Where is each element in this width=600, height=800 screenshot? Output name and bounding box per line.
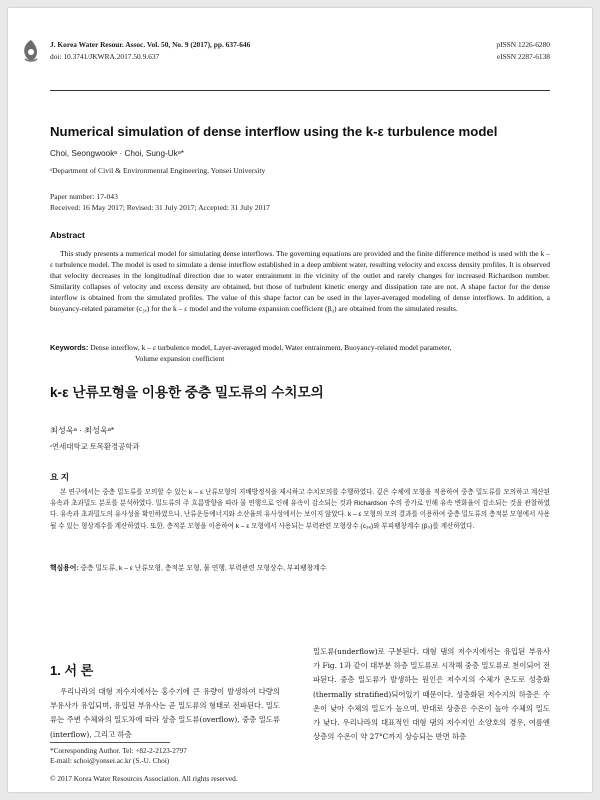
keywords-label: Keywords: [50, 343, 89, 352]
journal-citation: J. Korea Water Resour. Assoc. Vol. 50, No. 9 (2017), pp. 637-646 [50, 40, 251, 49]
corresponding-author: *Corresponding Author. Tel: +82-2-2123-2797 [50, 746, 187, 755]
paper-title: Numerical simulation of dense interflow using the k-ε turbulence model [50, 124, 498, 139]
doi-text[interactable]: doi: 10.3741/JKWRA.2017.50.9.637 [50, 52, 160, 61]
affiliation: ᵃDepartment of Civil & Environmental Engineering, Yonsei University [50, 166, 266, 175]
keywords-line2: Volume expansion coefficient [135, 354, 225, 363]
footnote-rule [50, 742, 170, 743]
korean-abstract-heading: 요 지 [50, 472, 69, 482]
korean-title: k-ε 난류모형을 이용한 중층 밀도류의 수치모의 [50, 385, 324, 400]
paper-dates: Received: 16 May 2017; Revised: 31 July 2017; Accepted: 31 July 2017 [50, 203, 270, 212]
korean-authors: 최성욱ᵃ · 최성욱ᵃ* [50, 426, 115, 435]
footnote [50, 742, 187, 766]
korean-affiliation: ᵃ연세대학교 토목환경공학과 [50, 442, 140, 451]
author-list: Choi, Seongwookᵃ · Choi, Sung-Ukᵃ* [50, 149, 184, 158]
korean-keywords-label: 핵심용어: [50, 565, 79, 572]
korean-abstract-text: 본 연구에서는 중층 밀도류를 모의할 수 있는 k – ε 난류모형의 지배방정식을 제시하고 수치모의를 수행하였다. 깊은 수체에 모형을 적용하여 중층 밀도류를 모의하고 계산된 유속과 초과밀도 분포를 분석하였다. 밀도류의 주 흐름방향을 따라 물 연행으로 인해 유속이 감소되는 것과 Richardson 수의 증가로 인해 유속 변화율이 감소되는 것을 관찰하였다. 유속과 초과밀도의 유사성을 확인하였으나, 난류운동에너지와 소산율의 유사성에서는 보이지 않았다. k – ε 모형의 모의 결과를 이용하여 중층 밀도류의 층적분 모형에서 사용될 수 있는 형상계수를 계산하였다. 또한, 층적분 모형을 이용하여 k – ε 모형에서 사용되는 부력관련 모형상수 (c₃ₑ)와 부피팽창계수 (β₀)를 계산하였다. [50, 489, 550, 530]
journal-logo-icon [18, 38, 44, 64]
pissn-text: pISSN 1226-6280 [496, 40, 550, 49]
copyright-notice: © 2017 Korea Water Resources Association. All rights reserved. [50, 774, 238, 783]
intro-left-column: 우리나라의 대형 저수지에서는 홍수기에 큰 유량이 발생하여 다량의 부유사가 유입되며, 유입된 부유사는 곧 밀도류의 형태로 전파된다. 밀도류는 주변 수체와의 밀도차에 따라 상층 밀도류(overflow), 중층 밀도류(interflow), 그리고 하층 [50, 687, 280, 739]
corresponding-email[interactable]: E-mail: schoi@yonsei.ac.kr (S.-U. Choi) [50, 756, 170, 765]
keywords [50, 342, 550, 364]
section-heading: 1. 서 론 [50, 663, 94, 678]
abstract-heading: Abstract [50, 230, 85, 240]
keywords-line1: Dense interflow, k – ε turbulence model, Layer-averaged model, Water entrainment, Buoyancy-related model parameter, [90, 343, 452, 352]
journal-page [8, 8, 592, 792]
korean-keywords [50, 562, 550, 572]
paper-number: Paper number: 17-043 [50, 192, 118, 201]
paper-meta [50, 191, 270, 213]
korean-keywords-text: 중층 밀도류, k – ε 난류모형, 층적분 모형, 물 연행, 부력관련 모형상수, 부피팽창계수 [80, 565, 327, 572]
abstract-text: This study presents a numerical model for simulating dense interflows. The governing equations are provided and the finite difference method is used with the k – ε turbulence model. The model is used to simulate a dense interflow established in a deep ambient water, resulting velocity and excess density profiles. It is observed that velocity decreases in the longitudinal direction due to water entrainment in the vicinity of the outlet and rarely changes for increased Richardson number. Similarity collapses of velocity and excess density are obtained, but those of turbulent kinetic energy and dissipation rate are not. A shape factor for the dense interflow is obtained from the simulated profiles. The value of this shape factor can be used in the layer-averaged modeling of dense interflows. In addition, a buoyancy-related parameter (c₃ₑ) for the k – ε model and the volume expansion coefficient (β₀) are obtained from the simulated results. [50, 249, 550, 314]
header-rule [50, 90, 550, 91]
eissn-text: eISSN 2287-6138 [496, 52, 550, 61]
journal-header [50, 38, 550, 78]
intro-right-column: 밀도류(underflow)로 구분된다. 대형 댐의 저수지에서는 유입된 부유사가 Fig. 1과 같이 대부분 하층 밀도류로 시작해 중층 밀도류로 천이되어 전파된다. 중층 밀도류가 발생하는 원인은 저수지의 수체가 온도로 성층화(thermally stratified)되어있기 때문이다. 성층화된 저수지의 하층은 수온이 낮아 수체의 밀도가 높으며, 반대로 상층은 수온이 높아 수체의 밀도가 낮다. 우리나라의 대표적인 대형 댐의 저수지인 소양호의 경우, 여름엔 상층의 수온이 약 27°C까지 상승되는 반면 하층 [313, 647, 550, 742]
